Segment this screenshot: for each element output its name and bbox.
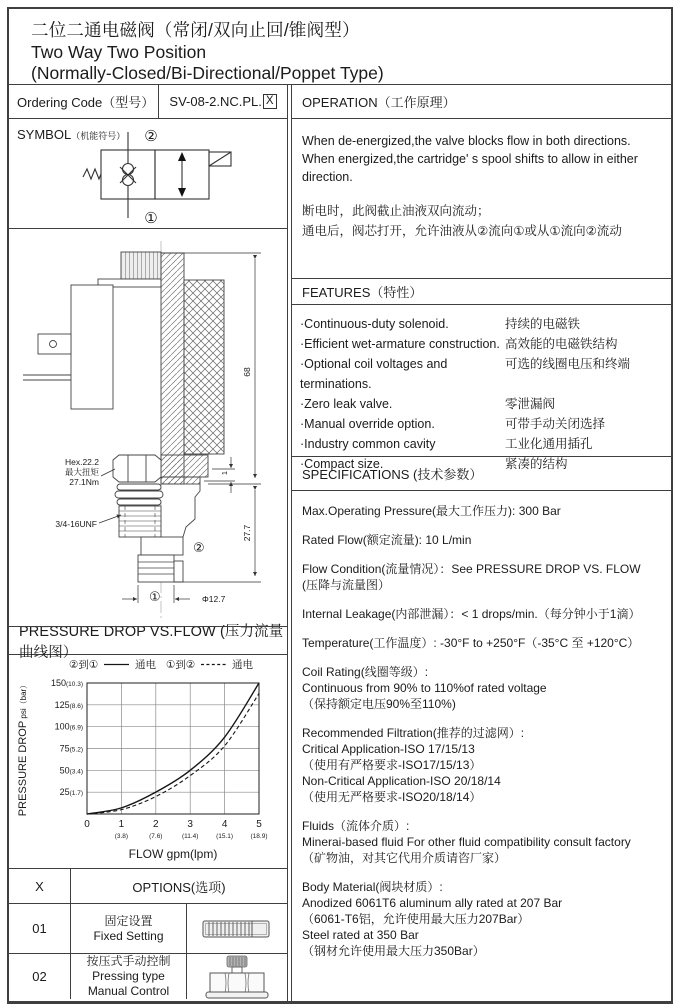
pressure-drop-header: PRESSURE DROP VS.FLOW (压力流量曲线图） xyxy=(9,627,287,655)
spec-line: Rated Flow(额定流量): 10 L/min xyxy=(302,533,472,547)
hex-label-3: 27.1Nm xyxy=(69,477,99,487)
legend-ports-label: ①到② xyxy=(166,659,196,671)
operation-body xyxy=(292,119,671,279)
operation-zh-line: 断电时，此阀截止油液双向流动； xyxy=(302,204,490,218)
feature-item xyxy=(300,434,665,454)
spec-line: Recommended Filtration(推荐的过滤网）: xyxy=(302,726,525,740)
legend-text-label: 通电 xyxy=(232,659,253,671)
page-title-en-1: Two Way Two Position xyxy=(31,42,207,62)
feature-zh: 紧凑的结构 xyxy=(505,457,568,471)
feature-zh: 工业化通用插孔 xyxy=(505,437,593,451)
spec-line: (压降与流量图） xyxy=(302,578,390,592)
armature-tube xyxy=(161,253,184,484)
pressure-drop-chart-svg xyxy=(9,655,288,868)
hex-label-1: Hex.22.2 xyxy=(64,457,99,467)
spec-paragraph xyxy=(302,606,665,622)
option-01-code: 01 xyxy=(9,904,71,953)
spec-line: Non-Critical Application-ISO 20/18/14 xyxy=(302,774,501,788)
legend-ports-label: ②到① xyxy=(69,659,99,671)
arrowhead-up xyxy=(178,152,186,161)
feature-en: ·Continuous-duty solenoid. xyxy=(300,317,449,331)
check-valve-ball-top xyxy=(123,164,134,175)
hex-nut xyxy=(113,455,161,482)
y-tick-label: 75(5.2) xyxy=(59,743,83,754)
x-tick-lpm-label: (3.8) xyxy=(114,833,129,840)
spec-line: Internal Leakage(内部泄漏）：< 1 drops/min.（每分钟小于1滴） xyxy=(302,607,641,621)
left-column xyxy=(9,85,288,1001)
fixed-setting-icon xyxy=(201,917,273,941)
title-block xyxy=(9,9,671,85)
arrowhead-down xyxy=(178,188,186,197)
symbol-label-zh: （机能符号） xyxy=(71,131,126,141)
page-frame xyxy=(7,7,673,1004)
solenoid-coil xyxy=(184,280,224,454)
options-table xyxy=(9,869,287,999)
option-02-icon-cell xyxy=(187,954,287,999)
operation-en-line: When de-energized,the valve blocks flow in both directions. xyxy=(302,134,631,148)
spec-line: Steel rated at 350 Bar xyxy=(302,928,419,942)
option-02-label-en: Pressing type xyxy=(92,969,165,983)
spec-paragraph xyxy=(302,635,665,651)
options-col-options-header: OPTIONS(选项) xyxy=(132,879,226,895)
x-tick-lpm-label: (18.9) xyxy=(250,833,268,840)
spec-line: Fluids（流体介质）: xyxy=(302,819,410,833)
feature-zh: 可带手动关闭选择 xyxy=(505,417,606,431)
operation-text-en xyxy=(302,132,663,186)
spec-line: （使用无严格要求-ISO20/18/14） xyxy=(302,790,482,804)
model-code-x-box: X xyxy=(263,94,277,109)
spec-line: （矿物油，对其它代用介质请咨厂家） xyxy=(302,851,507,865)
check-valve-ball-bottom xyxy=(123,175,134,186)
spec-line: （6061-T6铝，允许使用最大压力207Bar） xyxy=(302,912,530,926)
x-tick-lpm-label: (11.4) xyxy=(181,833,199,840)
option-01-label-zh: 固定设置 xyxy=(104,913,153,928)
options-col-x-header: X xyxy=(9,869,71,903)
dim-dia-label: Φ12.7 xyxy=(202,594,226,604)
body-profile xyxy=(183,484,200,537)
feature-en: ·Efficient wet-armature construction. xyxy=(300,337,500,351)
series-curve-1 xyxy=(87,693,259,814)
option-row-01 xyxy=(9,903,287,953)
spec-paragraph xyxy=(302,561,665,593)
spec-line: Max.Operating Pressure(最大工作压力): 300 Bar xyxy=(302,504,561,518)
spec-line: Anodized 6061T6 aluminum ally rated at 207 Bar xyxy=(302,896,563,910)
feature-en: ·Optional coil voltages and terminations. xyxy=(300,357,448,391)
drawing-port-1-label: ① xyxy=(149,589,161,604)
option-02-label xyxy=(71,954,187,999)
hydraulic-symbol-drawing xyxy=(9,119,288,228)
y-tick-label: 100(6.9) xyxy=(54,721,83,732)
feature-item xyxy=(300,394,665,414)
option-02-code: 02 xyxy=(9,954,71,999)
specifications-header: SPECIFICATIONS (技术参数） xyxy=(292,457,671,491)
option-01-icon-cell xyxy=(187,904,287,953)
feature-en: ·Compact size. xyxy=(300,457,384,471)
operation-text-zh xyxy=(302,201,663,241)
x-tick-label: 0 xyxy=(84,819,90,830)
right-column xyxy=(291,85,671,1001)
specifications-body xyxy=(292,491,671,1001)
option-02-label-en2: Manual Control xyxy=(87,984,170,998)
valve-neck xyxy=(141,537,183,555)
option-02-label-zh: 按压式手动控制 xyxy=(86,954,171,968)
nose-flange xyxy=(174,561,183,582)
feature-zh: 高效能的电磁铁结构 xyxy=(505,337,618,351)
valve-nose xyxy=(138,555,174,582)
feature-item xyxy=(300,354,665,394)
dim-1-label: 1 xyxy=(220,470,229,476)
spec-line: Temperature(工作温度）: -30°F to +250°F（-35°C 至 +120°C） xyxy=(302,636,640,650)
seat-flange xyxy=(161,455,208,477)
spec-line: Body Material(阀块材质）: xyxy=(302,880,443,894)
spec-line: （使用有严格要求-ISO17/15/13） xyxy=(302,758,482,772)
two-column-layout xyxy=(9,85,671,1001)
operation-zh-line: 通电后，阀芯打开，允许油液从②流向①或从①流向②流动 xyxy=(302,224,622,238)
option-01-label xyxy=(71,904,187,953)
ordering-code-label: Ordering Code（型号） xyxy=(9,85,159,118)
hex-label-2: 最大扭矩 xyxy=(64,467,99,477)
y-tick-label: 125(8.6) xyxy=(54,699,83,710)
feature-en: ·Manual override option. xyxy=(300,417,435,431)
y-tick-label: 25(1.7) xyxy=(59,787,83,798)
connector-housing xyxy=(71,285,113,409)
operation-header: OPERATION（工作原理） xyxy=(292,85,671,119)
spec-paragraph xyxy=(302,503,665,519)
spec-line: Flow Condition(流量情况）：See PRESSURE DROP VS. FLOW xyxy=(302,562,641,576)
symbol-port-2-label: ② xyxy=(144,128,158,145)
cross-section-drawing xyxy=(9,229,287,627)
symbol-label-en: SYMBOL xyxy=(17,127,72,142)
valve-cross-section-svg xyxy=(9,229,288,626)
ordering-code-row xyxy=(9,85,287,119)
x-tick-label: 5 xyxy=(256,819,262,830)
x-axis-label: FLOW gpm(lpm) xyxy=(128,847,218,861)
x-tick-lpm-label: (15.1) xyxy=(216,833,234,840)
y-tick-label: 50(3.4) xyxy=(59,765,83,776)
feature-zh: 持续的电磁铁 xyxy=(505,317,581,331)
spec-line: （保持额定电压90%至110%) xyxy=(302,697,456,711)
spec-line: （钢材允许使用最大压力350Bar） xyxy=(302,944,485,958)
dim-27-7-label: 27.7 xyxy=(242,524,252,542)
feature-item xyxy=(300,414,665,434)
feature-zh: 零泄漏阀 xyxy=(505,397,556,411)
spec-line: Coil Rating(线圈等级）: xyxy=(302,665,429,679)
seal-ring xyxy=(117,484,161,490)
feature-en: ·Industry common cavity xyxy=(300,437,436,451)
feature-en: ·Zero leak valve. xyxy=(300,397,393,411)
x-tick-label: 4 xyxy=(221,819,228,830)
model-code: SV-08-2.NC.PL. xyxy=(169,94,262,109)
thread-label: 3/4-16UNF xyxy=(55,519,97,529)
spec-line: Continuous from 90% to 110%of rated voltage xyxy=(302,681,547,695)
option-01-label-en: Fixed Setting xyxy=(93,928,164,943)
feature-zh: 可选的线圈电压和终端 xyxy=(505,357,631,371)
symbol-port-1-label: ① xyxy=(144,210,158,227)
spec-line: Minerai-based fluid For other fluid compatibility consult factory xyxy=(302,835,631,849)
manual-knob-icon xyxy=(201,955,273,999)
pressure-drop-chart xyxy=(9,655,287,869)
spec-paragraph xyxy=(302,725,665,805)
knurled-nut xyxy=(121,252,161,279)
spec-line: Critical Application-ISO 17/15/13 xyxy=(302,742,475,756)
dim-68-label: 68 xyxy=(242,367,252,377)
page-title-zh: 二位二通电磁阀（常闭/双向止回/锥阀型） xyxy=(31,20,360,40)
x-tick-label: 1 xyxy=(118,819,125,830)
option-row-02 xyxy=(9,953,287,999)
x-tick-label: 2 xyxy=(153,819,159,830)
spec-paragraph xyxy=(302,818,665,866)
features-header: FEATURES（特性） xyxy=(292,279,671,305)
legend-text-label: 通电 xyxy=(135,659,156,671)
y-axis-label: PRESSURE DROP psi（bar） xyxy=(17,680,29,817)
page-title-en-2: (Normally-Closed/Bi-Directional/Poppet Type) xyxy=(31,63,384,83)
feature-item xyxy=(300,334,665,354)
spec-paragraph xyxy=(302,664,665,712)
feature-item xyxy=(300,314,665,334)
terminal-hole xyxy=(50,341,57,348)
spec-paragraph xyxy=(302,879,665,959)
spec-paragraph xyxy=(302,532,665,548)
features-body xyxy=(292,305,671,471)
drawing-port-2-label: ② xyxy=(193,540,205,555)
operation-en-line: When energized,the cartridge' s spool shifts to allow in either direction. xyxy=(302,152,638,184)
ordering-code-value xyxy=(159,85,287,118)
x-tick-lpm-label: (7.6) xyxy=(149,833,163,840)
spring-symbol xyxy=(83,169,101,179)
y-tick-label: 150(10.3) xyxy=(50,678,83,688)
options-header-row xyxy=(9,869,287,903)
thread-leader-line xyxy=(99,515,121,523)
symbol-section xyxy=(9,119,287,229)
x-tick-label: 3 xyxy=(187,819,193,830)
